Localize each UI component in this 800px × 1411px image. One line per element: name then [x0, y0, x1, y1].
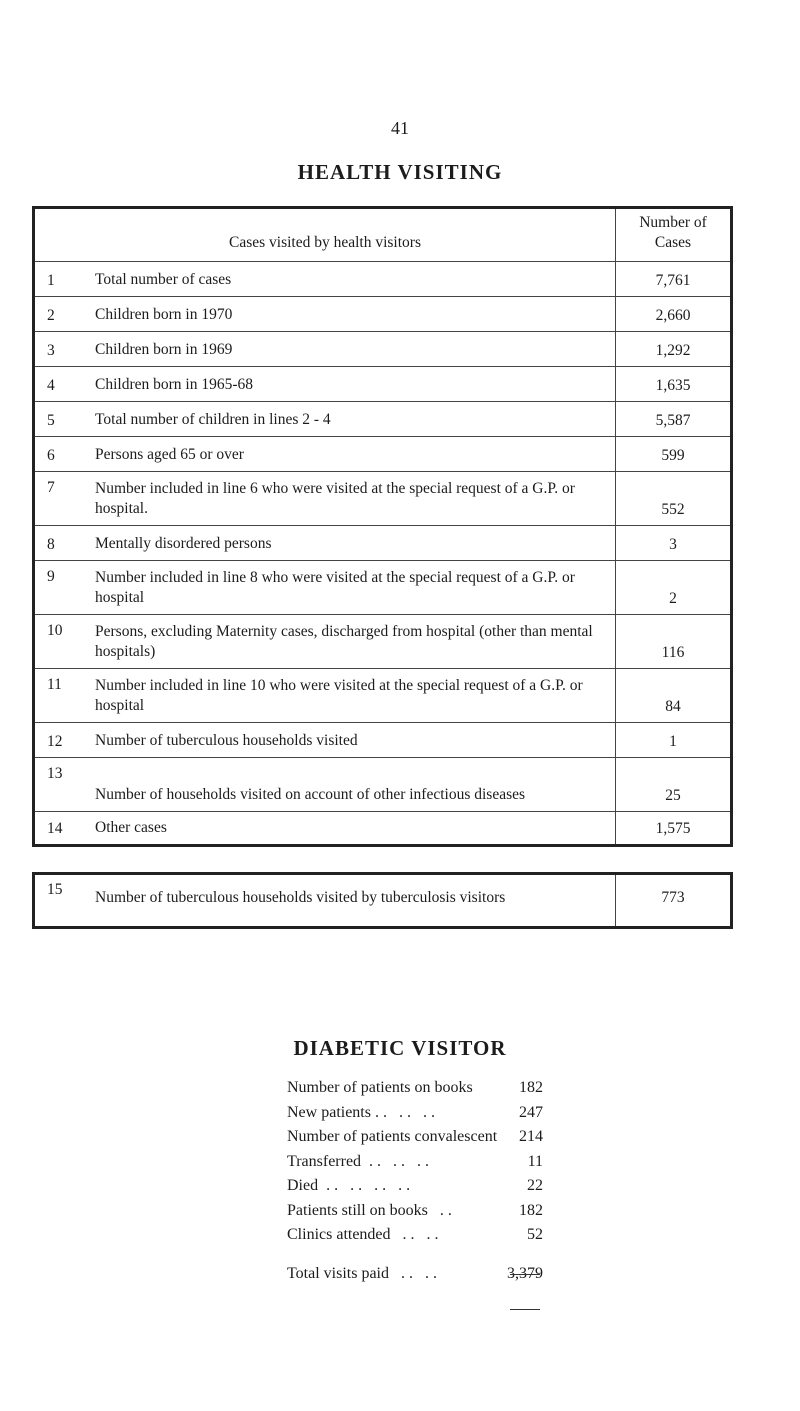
table-row: 1 Total number of cases 7,761 [34, 262, 732, 297]
total-rule-bottom [510, 1309, 540, 1310]
diabetic-visitor-list [287, 1076, 543, 1286]
header-cases-label: Cases visited by health visitors [34, 208, 616, 262]
table-row: 4 Children born in 1965-68 1,635 [34, 367, 732, 402]
page-number: 41 [391, 118, 409, 138]
section-title-diabetic-visitor: DIABETIC VISITOR [293, 1036, 507, 1060]
list-item: New patients . . . . . . 247 [287, 1103, 543, 1121]
table-row: 14 Other cases 1,575 [34, 812, 732, 846]
list-item: Died . . . . . . . . 22 [287, 1177, 543, 1194]
table-row: 10 Persons, excluding Maternity cases, discharged from hospital (other than mental hospitals) 116 [34, 615, 732, 669]
table-header-row [34, 208, 732, 262]
table-row: 12 Number of tuberculous households visited 1 [34, 723, 732, 758]
total-visits-row: Total visits paid . . . . 3,379 [287, 1264, 543, 1282]
table-row: 7 Number included in line 6 who were visited at the special request of a G.P. or hospital. 552 [34, 472, 732, 526]
table-row: 15 Number of tuberculous households visited by tuberculosis visitors 773 [34, 874, 732, 928]
table-row: 9 Number included in line 8 who were visited at the special request of a G.P. or hospital 2 [34, 561, 732, 615]
health-visiting-table [32, 206, 733, 847]
list-item: Patients still on books . . 182 [287, 1201, 543, 1219]
total-rule-top [510, 1274, 540, 1275]
table-row: 6 Persons aged 65 or over 599 [34, 437, 732, 472]
table-row: 2 Children born in 1970 2,660 [34, 297, 732, 332]
list-item: Number of patients on books 182 [287, 1079, 543, 1096]
tuberculosis-visitors-table [32, 872, 733, 929]
table-row: 13 Number of households visited on account of other infectious diseases 25 [34, 758, 732, 812]
table-row: 3 Children born in 1969 1,292 [34, 332, 732, 367]
section-title-health-visiting: HEALTH VISITING [297, 160, 503, 184]
table-row: 8 Mentally disordered persons 3 [34, 526, 732, 561]
table-row: 5 Total number of children in lines 2 - 4 5,587 [34, 402, 732, 437]
list-item: Number of patients convalescent 214 [287, 1128, 543, 1145]
table-row: 11 Number included in line 10 who were visited at the special request of a G.P. or hospital 84 [34, 669, 732, 723]
list-item: Transferred . . . . . . 11 [287, 1152, 543, 1170]
list-item: Clinics attended . . . . 52 [287, 1226, 543, 1243]
header-number-of-cases: Number of Cases [616, 208, 732, 262]
